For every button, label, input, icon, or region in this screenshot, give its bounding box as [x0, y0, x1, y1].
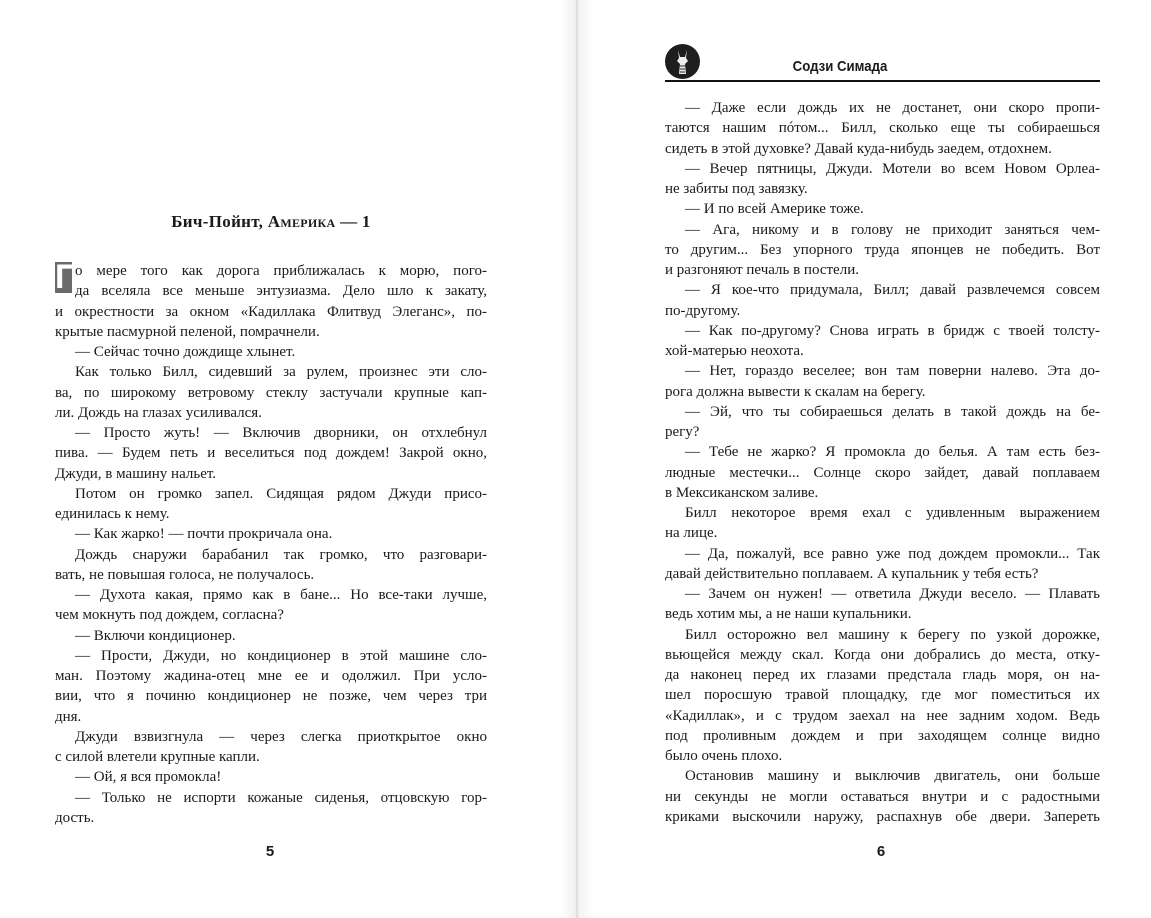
text-line: ман. Поэтому жадина-отец мне ее и одолжил. При усло- — [55, 668, 487, 684]
text-line: регу? — [665, 424, 700, 440]
header-rule — [665, 80, 1100, 82]
text-line: на лице. — [665, 525, 718, 542]
chapter-title — [55, 212, 487, 232]
text-line: — Даже если дождь их не достанет, они скоро пропи- — [685, 100, 1100, 116]
right-page-text — [665, 98, 1100, 827]
text-line: Дождь снаружи барабанил так громко, что разговари- — [75, 546, 487, 563]
text-line: ва, по широкому ветровому стеклу застучали крупные кап- — [55, 384, 487, 401]
text-line: вии, что я починю кондиционер не позже, чем через три — [55, 688, 487, 705]
text-line: Джуди взвизгнула — через слегка приоткрытое окно — [75, 728, 487, 745]
chapter-title-smallcaps: Америка — [267, 212, 336, 231]
text-line: — Как по-другому? Снова играть в бридж с твоей толсту- — [685, 322, 1100, 339]
text-line: — Просто жуть! — Включив дворники, он отхлебнул — [75, 425, 487, 441]
anubis-emblem-icon — [665, 44, 700, 79]
chapter-title-number: — 1 — [340, 212, 371, 231]
text-line: — Зачем он нужен! — ответила Джуди весело. — Плавать — [685, 586, 1100, 602]
text-line: Потом он громко запел. Сидящая рядом Джуди присо- — [75, 485, 487, 502]
drop-cap: П — [55, 258, 80, 296]
text-line: не забиты под завязку. — [665, 181, 808, 197]
text-line: то другим... Без упорного труда японцев не победить. Вот — [665, 241, 1100, 258]
text-line: таются нашим пóтом... Билл, сколько еще ты собираешься — [665, 120, 1100, 137]
text-line: рога должна вывести к скалам на берегу. — [665, 383, 926, 400]
text-line: Как только Билл, сидевший за рулем, произнес эти сло- — [75, 364, 487, 381]
book-spine — [560, 0, 594, 918]
text-line: дость. — [55, 809, 95, 826]
text-line: по-другому. — [665, 302, 741, 319]
text-line: — Ой, я вся промокла! — [75, 769, 222, 786]
text-line: дня. — [55, 708, 82, 725]
text-line: пива. — Будем петь и веселиться под дождем! Закрой окно, — [55, 445, 487, 462]
text-line: вьющейся между скал. Когда они добрались до места, отку- — [665, 646, 1100, 663]
text-line: ведь хотим мы, а не наши купальники. — [665, 606, 912, 623]
left-page-text — [55, 258, 487, 828]
text-line: — И по всей Америке тоже. — [685, 201, 864, 218]
text-line: — Сейчас точно дождище хлынет. — [75, 344, 296, 360]
page-number-left: 5 — [265, 843, 275, 860]
text-line: единилась к нему. — [55, 506, 170, 522]
text-line: о мере того как дорога приближалась к морю, пого- — [75, 263, 487, 279]
text-line: ни секунды не могли оставаться внутри и с радостными — [665, 788, 1100, 805]
page-number-right: 6 — [876, 843, 886, 860]
text-line: — Духота какая, прямо как в бане... Но все-таки лучше, — [75, 587, 487, 603]
text-line: — Тебе не жарко? Я промокла до белья. А там есть без- — [685, 444, 1100, 461]
chapter-title-main: Бич-Пойнт, — [171, 212, 264, 231]
text-line: шел поросшую травой площадку, где мог поместиться их — [665, 687, 1100, 704]
text-line: сидеть в этой духовке? Давай куда-нибудь заедем, отдохнем. — [665, 140, 1052, 157]
text-line: — Ага, никому и в голову не приходит заняться чем- — [685, 221, 1100, 238]
text-line: в Мексиканском заливе. — [665, 484, 819, 501]
text-line: Билл осторожно вел машину к берегу по узкой дорожке, — [685, 626, 1100, 643]
text-line: — Эй, что ты собираешься делать в такой дождь на бе- — [685, 403, 1100, 420]
running-head-author: Содзи Симада — [792, 58, 888, 75]
text-line: — Прости, Джуди, но кондиционер в этой машине сло- — [75, 647, 487, 664]
text-line: и разгоняют печаль в постели. — [665, 262, 859, 278]
text-line: — Как жарко! — почти прокричала она. — [75, 526, 333, 543]
text-line: давай действительно поплаваем. А купальник у тебя есть? — [665, 565, 1039, 582]
text-line: — Включи кондиционер. — [75, 627, 236, 644]
text-line: — Да, пожалуй, все равно уже под дождем промокли... Так — [685, 545, 1100, 562]
text-line: — Вечер пятницы, Джуди. Мотели во всем Новом Орлеа- — [685, 160, 1100, 177]
text-line: и окрестности за окном «Кадиллака Флитвуд Элеганс», по- — [55, 303, 487, 320]
text-line: — Я кое-что придумала, Билл; давай развлечемся совсем — [685, 282, 1100, 299]
text-line: — Нет, гораздо веселее; вон там поверни налево. Эта до- — [685, 363, 1100, 380]
text-line: чем мокнуть под дождем, согласна? — [55, 607, 284, 624]
text-line: да наконец перед их глазами предстала гладь моря, он на- — [665, 667, 1100, 683]
text-line: крытые пасмурной пеленой, помрачнели. — [55, 323, 320, 340]
text-line: Билл некоторое время ехал с удивленным выражением — [685, 505, 1100, 521]
text-line: «Кадиллак», и с трудом заехал на нее задним ходом. Ведь — [665, 707, 1100, 724]
text-line: людные местечки... Солнце скоро зайдет, давай поплаваем — [665, 464, 1100, 481]
text-line: да вселяла все меньше энтузиазма. Дело шло к закату, — [75, 283, 487, 300]
text-line: Остановив машину и выключив двигатель, они больше — [685, 768, 1100, 785]
text-line: с силой влетели крупные капли. — [55, 749, 260, 765]
text-line: было очень плохо. — [665, 748, 783, 764]
text-line: вать, не повышая голоса, не получалось. — [55, 566, 315, 583]
text-line: под проливным дождем и при заходящем солнце видно — [665, 727, 1100, 744]
text-line: Джуди, в машину нальет. — [55, 465, 217, 482]
text-line: ли. Дождь на глазах усиливался. — [55, 404, 262, 421]
text-line: криками выскочили наружу, распахнув обе двери. Запереть — [665, 808, 1100, 825]
text-line: — Только не испорти кожаные сиденья, отцовскую гор- — [75, 789, 487, 806]
text-line: хой-матерью неохота. — [665, 343, 804, 359]
